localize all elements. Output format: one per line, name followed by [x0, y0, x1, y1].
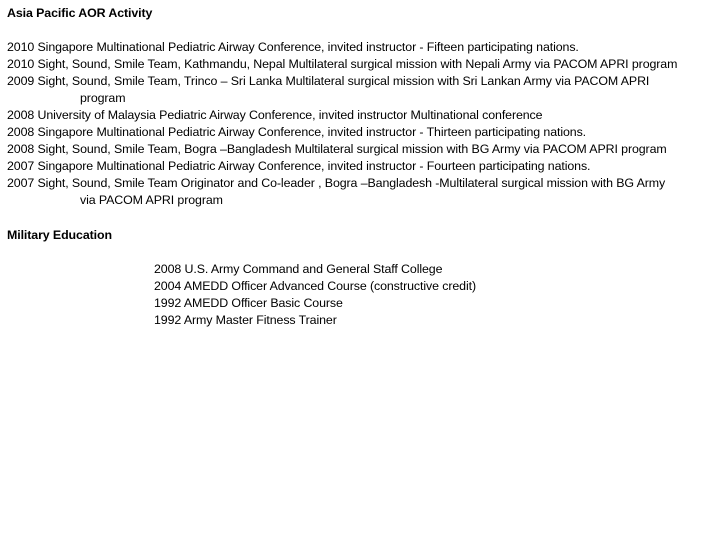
activity-heading: Asia Pacific AOR Activity [7, 6, 153, 20]
activity-entry: 2009 Sight, Sound, Smile Team, Trinco – Sri Lanka Multilateral surgical mission with Sri Lankan Army via PACOM APRI [7, 74, 650, 88]
education-item: 1992 Army Master Fitness Trainer [154, 313, 337, 327]
activity-entry-continuation: via PACOM APRI program [80, 193, 223, 207]
activity-entry: 2010 Singapore Multinational Pediatric Airway Conference, invited instructor - Fifteen participating nations. [7, 40, 579, 54]
education-item: 2004 AMEDD Officer Advanced Course (constructive credit) [154, 279, 476, 293]
activity-entry: 2008 University of Malaysia Pediatric Airway Conference, invited instructor Multinational conference [7, 108, 543, 122]
activity-entry: 2010 Sight, Sound, Smile Team, Kathmandu, Nepal Multilateral surgical mission with Nepali Army via PACOM APRI program [7, 57, 678, 71]
activity-entry: 2008 Sight, Sound, Smile Team, Bogra –Bangladesh Multilateral surgical mission with BG Army via PACOM APRI program [7, 142, 667, 156]
education-item: 2008 U.S. Army Command and General Staff College [154, 262, 443, 276]
activity-entry: 2007 Sight, Sound, Smile Team Originator and Co-leader , Bogra –Bangladesh -Multilateral surgical mission with BG Army [7, 176, 666, 190]
education-item: 1992 AMEDD Officer Basic Course [154, 296, 343, 310]
education-heading: Military Education [7, 228, 112, 242]
activity-entry: 2007 Singapore Multinational Pediatric Airway Conference, invited instructor - Fourteen participating nations. [7, 159, 591, 173]
activity-entry-continuation: program [80, 91, 126, 105]
activity-entry: 2008 Singapore Multinational Pediatric Airway Conference, invited instructor - Thirteen participating nations. [7, 125, 587, 139]
